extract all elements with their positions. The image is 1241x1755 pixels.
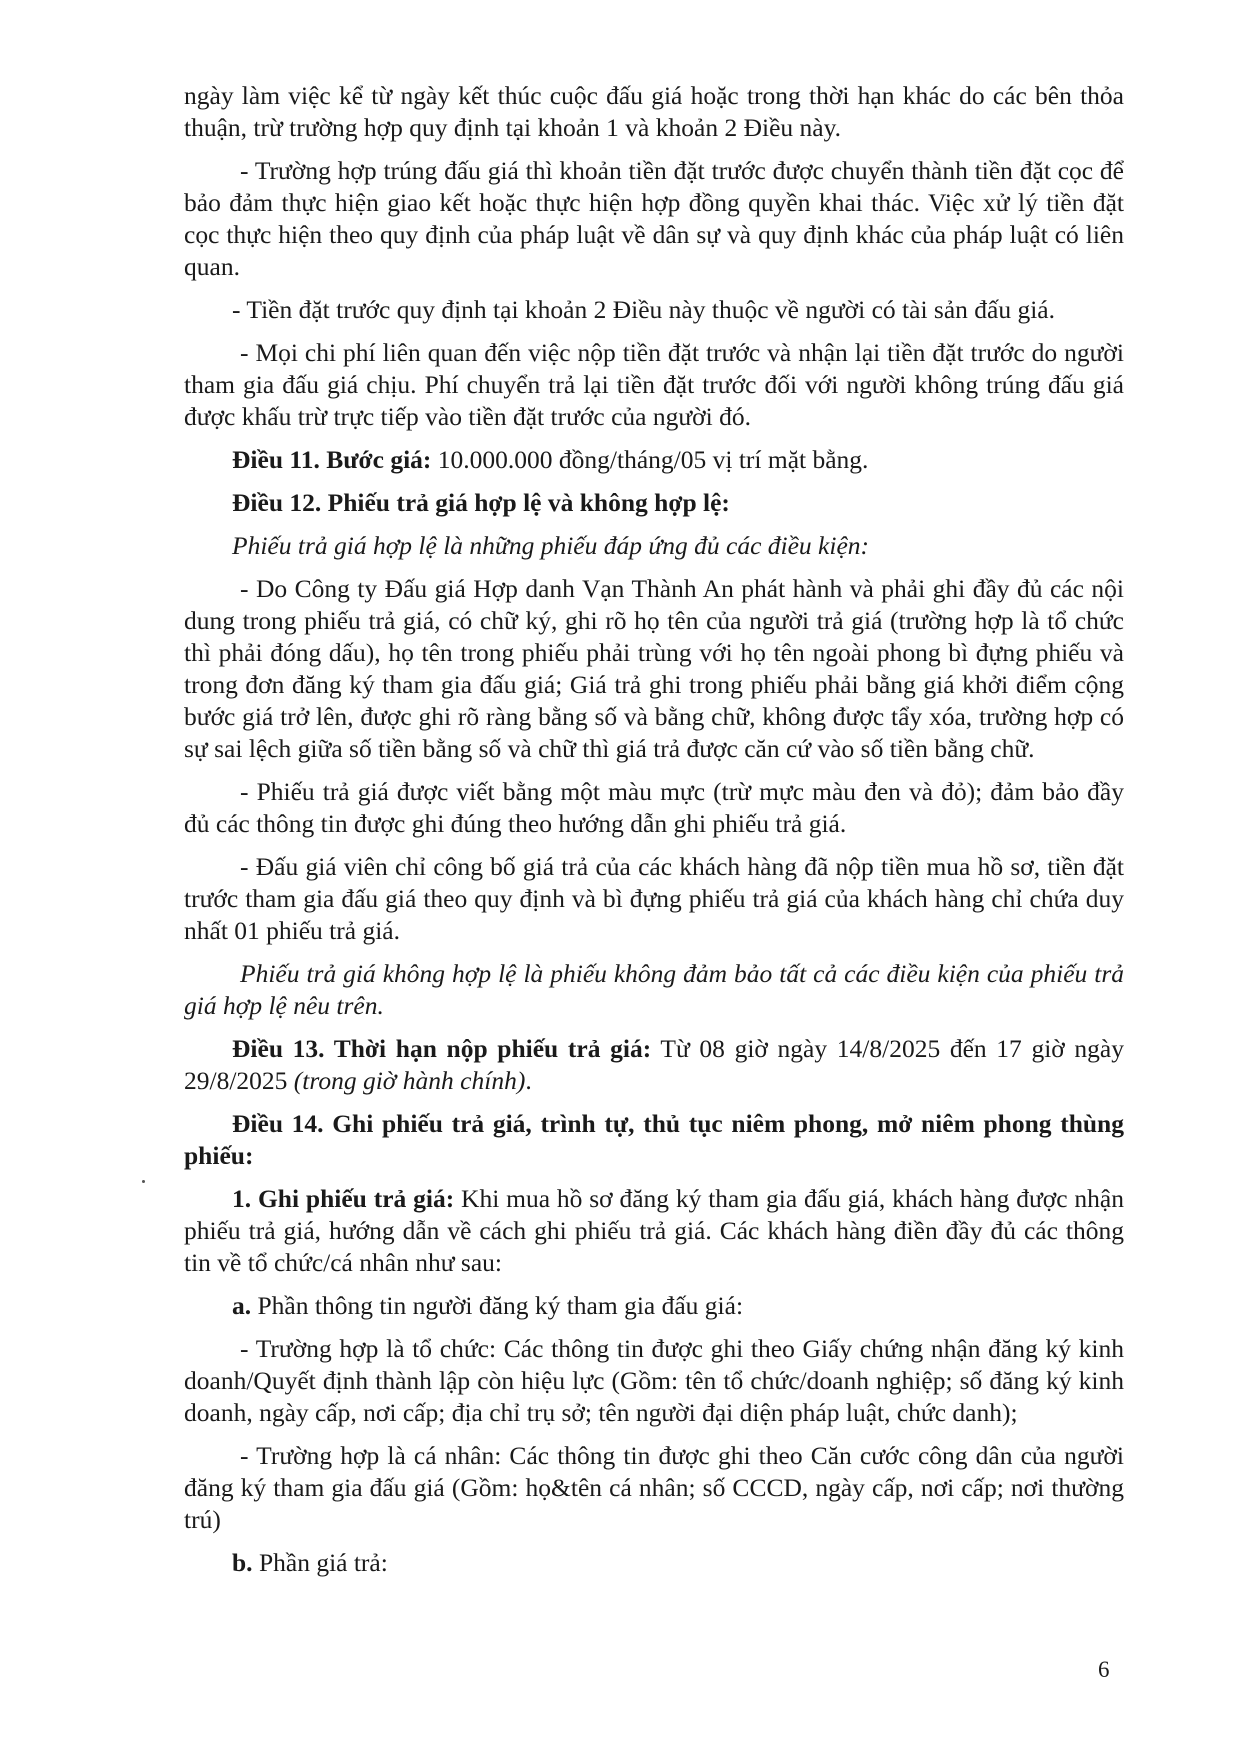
paragraph: - Do Công ty Đấu giá Hợp danh Vạn Thành An phát hành và phải ghi đầy đủ các nội dung trong phiếu trả giá, có chữ ký, ghi rõ họ tên của người trả giá (trường hợp là tổ chức thì phải đóng dấu), họ tên trong phiếu phải trùng với họ tên ngoài phong bì đựng phiếu và trong đơn đăng ký tham gia đấu giá; Giá trả ghi trong phiếu phải bằng giá khởi điểm cộng bước giá trở lên, được ghi rõ ràng bằng số và bằng chữ, không được tẩy xóa, trường hợp có sự sai lệch giữa số tiền bằng số và chữ thì giá trả được căn cứ vào số tiền bằng chữ. xyxy=(184,574,1124,763)
article-13 xyxy=(184,1033,1124,1097)
paragraph: - Tiền đặt trước quy định tại khoản 2 Điều này thuộc về người có tài sản đấu giá. xyxy=(232,295,1055,324)
paragraph: - Mọi chi phí liên quan đến việc nộp tiền đặt trước và nhận lại tiền đặt trước do người tham gia đấu giá chịu. Phí chuyển trả lại tiền đặt trước đối với người không trúng đấu giá được khấu trừ trực tiếp vào tiền đặt trước của người đó. xyxy=(184,338,1124,431)
article-heading: Điều 11. Bước giá: xyxy=(232,445,432,474)
paragraph: - Đấu giá viên chỉ công bố giá trả của các khách hàng đã nộp tiền mua hồ sơ, tiền đặt trước tham gia đấu giá theo quy định và bì đựng phiếu trả giá của khách hàng chỉ chứa duy nhất 01 phiếu trả giá. xyxy=(184,852,1124,945)
item-text: Phần giá trả: xyxy=(252,1548,388,1577)
article-12-heading: Điều 12. Phiếu trả giá hợp lệ và không hợp lệ: xyxy=(232,488,730,517)
paragraph: - Phiếu trả giá được viết bằng một màu mực (trừ mực màu đen và đỏ); đảm bảo đầy đủ các thông tin được ghi đúng theo hướng dẫn ghi phiếu trả giá. xyxy=(184,777,1124,838)
paragraph: - Trường hợp là cá nhân: Các thông tin được ghi theo Căn cước công dân của người đăng ký tham gia đấu giá (Gồm: họ&tên cá nhân; số CCCD, ngày cấp, nơi cấp; nơi thường trú) xyxy=(184,1441,1124,1534)
item-text: Phần thông tin người đăng ký tham gia đấu giá: xyxy=(251,1291,744,1320)
page-number: 6 xyxy=(1098,1657,1110,1682)
scan-speck xyxy=(142,1180,145,1183)
item-1 xyxy=(184,1183,1124,1279)
item-heading: b. xyxy=(232,1548,253,1577)
paragraph: - Trường hợp trúng đấu giá thì khoản tiền đặt trước được chuyển thành tiền đặt cọc để bảo đảm thực hiện giao kết hoặc thực hiện hợp đồng quyền khai thác. Việc xử lý tiền đặt cọc thực hiện theo quy định của pháp luật về dân sự và quy định khác của pháp luật có liên quan. xyxy=(184,156,1124,281)
item-a xyxy=(184,1290,1124,1322)
paragraph: - Trường hợp là tổ chức: Các thông tin được ghi theo Giấy chứng nhận đăng ký kinh doanh/Quyết định thành lập còn hiệu lực (Gồm: tên tổ chức/doanh nghiệp; số đăng ký kinh doanh, ngày cấp, nơi cấp; địa chỉ trụ sở; tên người đại diện pháp luật, chức danh); xyxy=(184,1334,1124,1427)
article-14-heading: Điều 14. Ghi phiếu trả giá, trình tự, thủ tục niêm phong, mở niêm phong thùng phiếu: xyxy=(184,1109,1124,1170)
document-body xyxy=(184,80,1124,1590)
article-heading: Điều 13. Thời hạn nộp phiếu trả giá: xyxy=(232,1034,652,1063)
invalid-ballot-text: Phiếu trả giá không hợp lệ là phiếu không đảm bảo tất cả các điều kiện của phiếu trả giá hợp lệ nêu trên. xyxy=(184,959,1124,1020)
item-b xyxy=(184,1547,1124,1579)
article-note: (trong giờ hành chính) xyxy=(293,1066,526,1095)
valid-ballot-intro: Phiếu trả giá hợp lệ là những phiếu đáp ứng đủ các điều kiện: xyxy=(232,531,870,560)
article-end: . xyxy=(525,1066,532,1095)
article-text: 10.000.000 đồng/tháng/05 vị trí mặt bằng. xyxy=(431,445,869,474)
article-11 xyxy=(184,444,1124,476)
article-text: Từ 08 giờ ngày 14/8/2025 đến 17 giờ ngày 29/8/2025 xyxy=(184,1034,1124,1095)
item-text: Khi mua hồ sơ đăng ký tham gia đấu giá, khách hàng được nhận phiếu trả giá, hướng dẫn về cách ghi phiếu trả giá. Các khách hàng điền đầy đủ các thông tin về tổ chức/cá nhân như sau: xyxy=(184,1184,1124,1277)
paragraph: ngày làm việc kể từ ngày kết thúc cuộc đấu giá hoặc trong thời hạn khác do các bên thỏa thuận, trừ trường hợp quy định tại khoản 1 và khoản 2 Điều này. xyxy=(184,81,1124,142)
item-heading: a. xyxy=(232,1291,252,1320)
item-heading: 1. Ghi phiếu trả giá: xyxy=(232,1184,455,1213)
